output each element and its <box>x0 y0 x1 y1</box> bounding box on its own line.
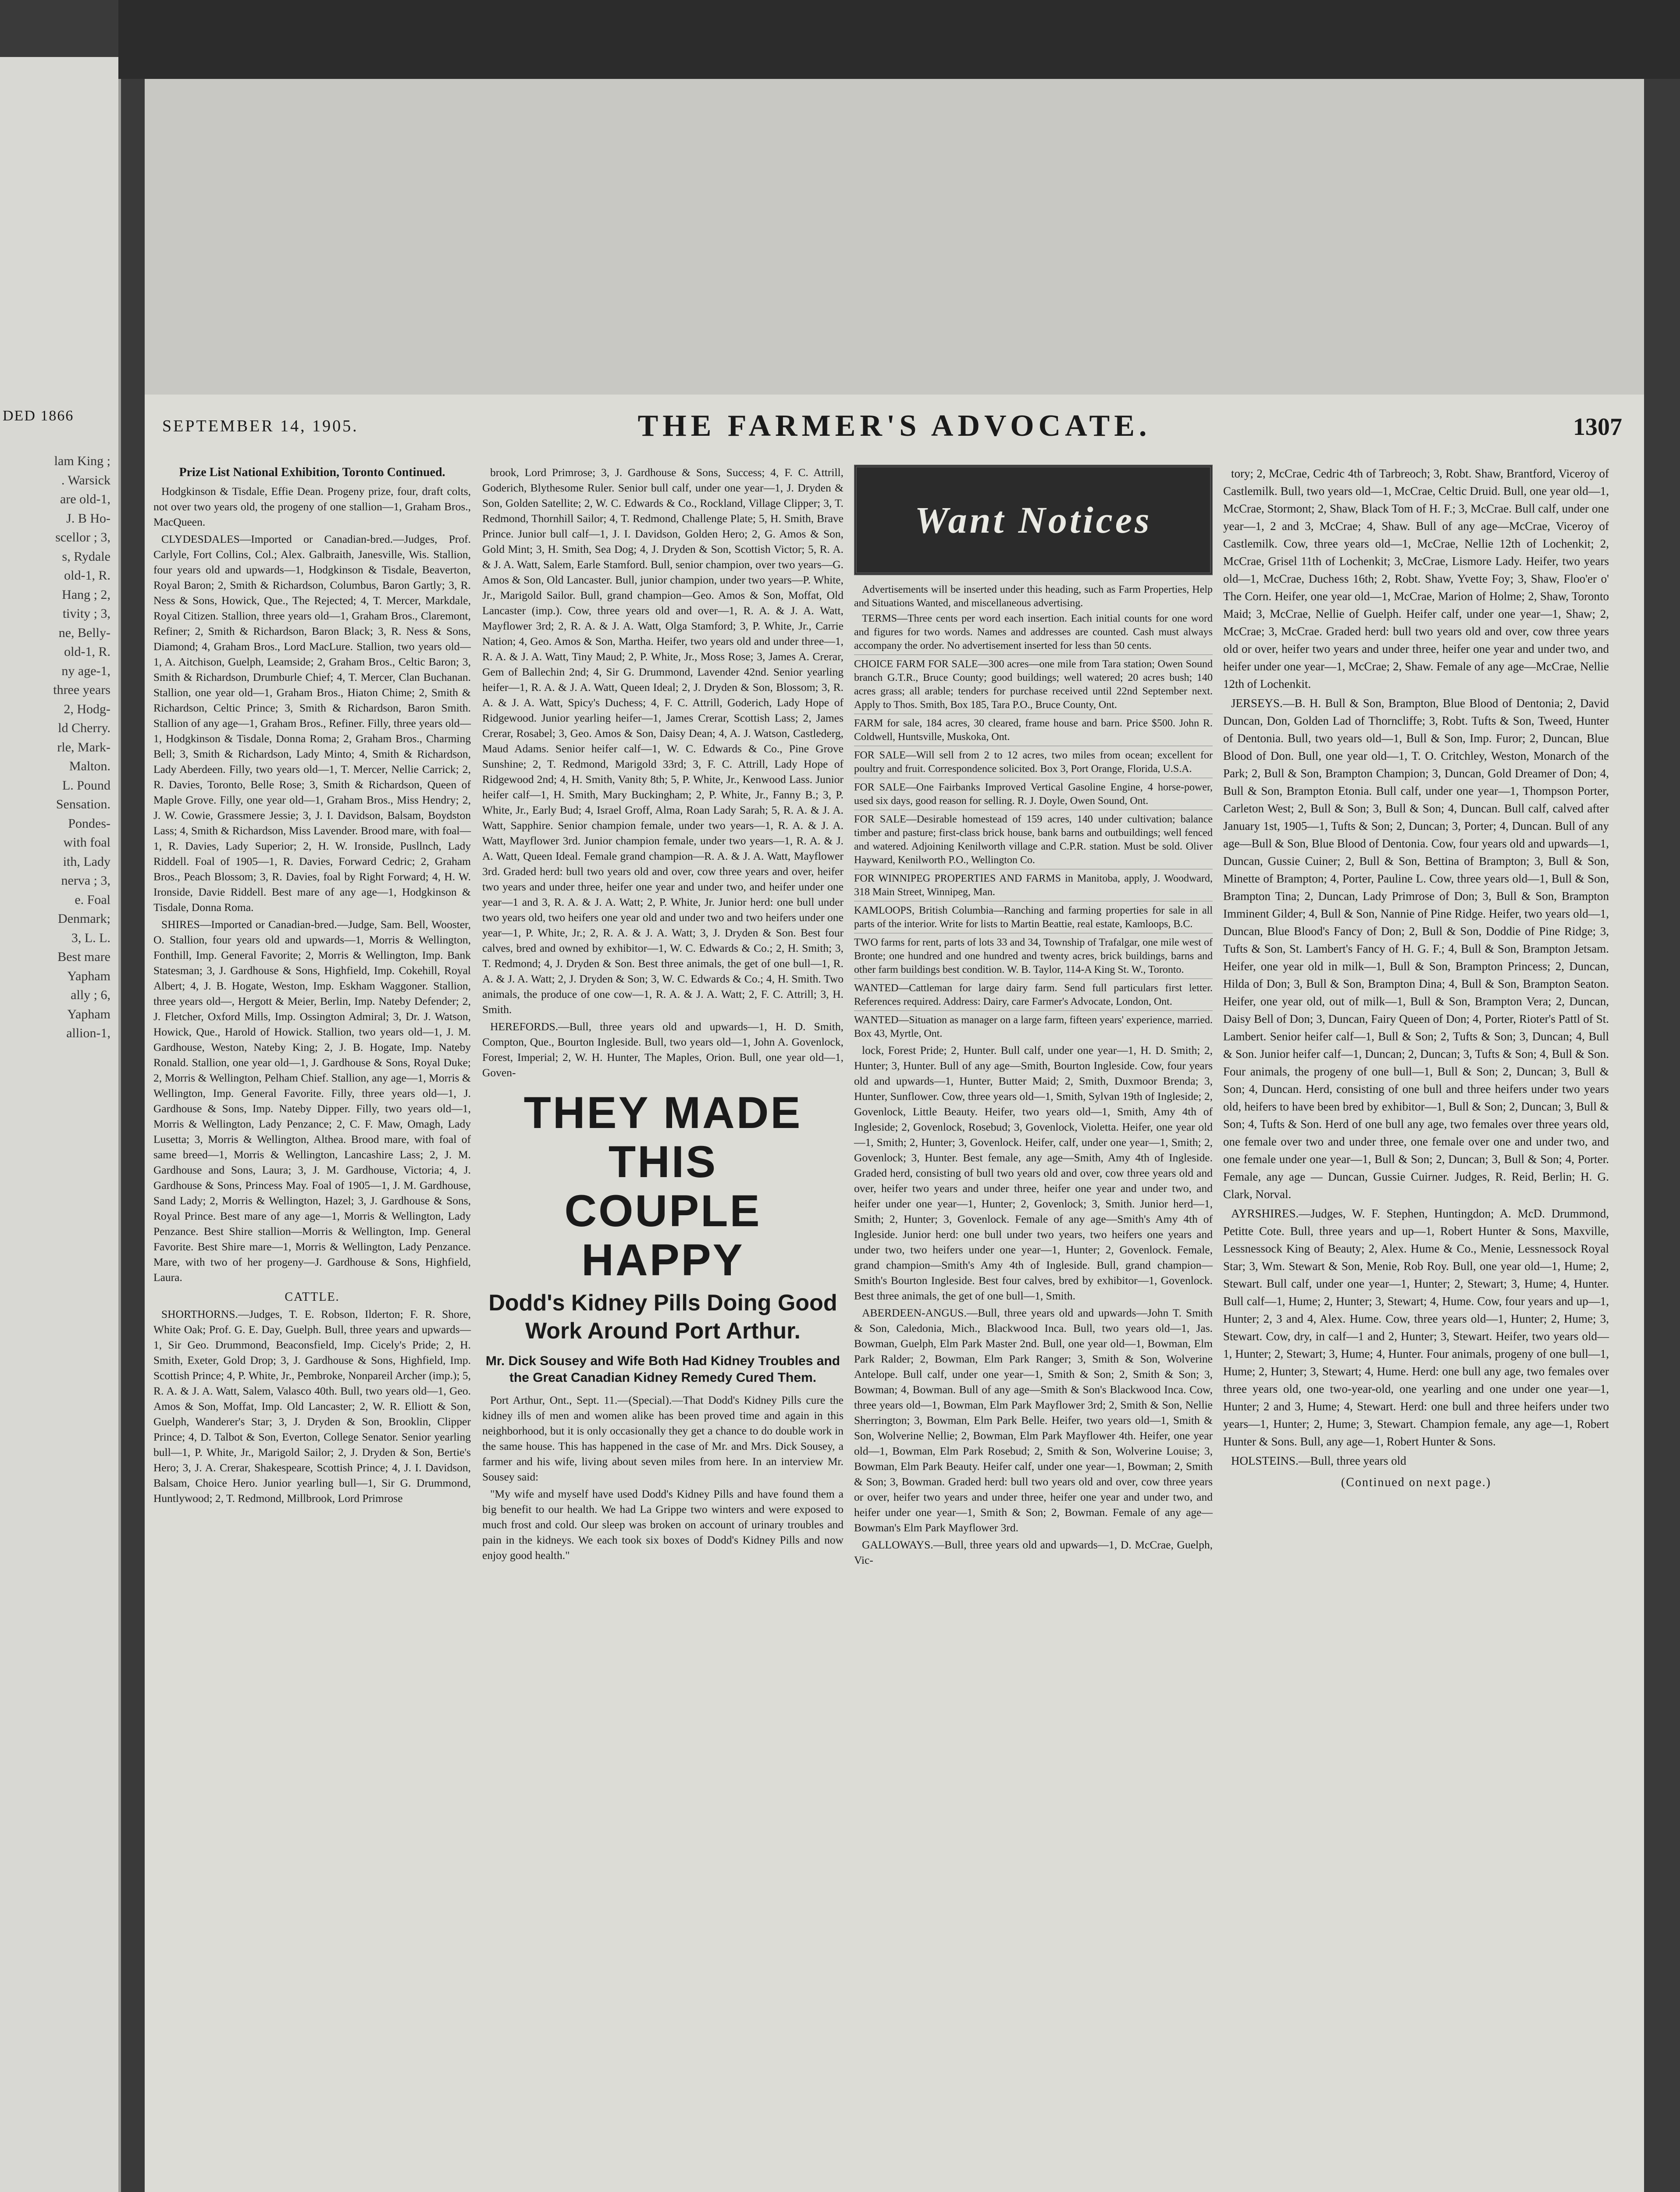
notice-terms: TERMS—Three cents per word each insertion. Each initial counts for one word and figures for two words. Names and addresses are counted. Cash must always accompany the order. No advertisement inserted for less than 50 cents. <box>854 613 1213 651</box>
paragraph: JERSEYS.—B. H. Bull & Son, Brampton, Blue Blood of Dentonia; 2, David Duncan, Don, Golden Lad of Thorncliffe; 3, Robt. Tufts & Son, Tweed, Hunter of Dentonia. Bull, two years old—1, Bull & Son, Imp. Furor; 2, Duncan, Blue Blood of Don. Bull, one year old—1, T. O. Critchley, Weston, Monarch of the Park; 2, Bull & Son, Brampton Champion; 3, Duncan, Gold Dreamer of Don; 4, Bull & Son, Brampton Etonia. Bull calf, under one year—1, Thompson Porter, Carleton West; 2, Bull & Son; 3, Bull & Son; 4, Duncan. Bull calf, calved after January 1st, 1905—1, Tufts & Son; 2, Duncan; 3, Porter; 4, Duncan. Bull of any age—Bull & Son, Blue Blood of Dentonia. Cow, four years old and upwards—1, Duncan, Gussie Cuiner; 2, Bull & Son, Bettina of Brampton; 3, Bull & Son, Minette of Brampton; 4, Porter, Pauline L. Cow, three years old—1, Bull & Son, Brampton Tina; 2, Duncan, Lady Primrose of Don; 3, Bull & Son, Brampton Imminent Gilder; 4, Bull & Son, Nannie of Pine Ridge. Heifer, two years old—1, Duncan, Blue Blood's Fancy of Don; 2, Bull & Son, Doddie of Pine Ridge; 3, Tufts & Son, St. Lambert's Fancy of H. G. F.; 4, Bull & Son, Brampton Jetsam. Heifer, one year old in milk—1, Bull & Son, Brampton Princess; 2, Duncan, Hilda of Don; 3, Bull & Son, Brampton Dina; 4, Bull & Son, Brampton Seaton. Heifer, one year old, out of milk—1, Bull & Son, Brampton Vera; 2, Duncan, Daisy Bell of Don; 3, Duncan, Fairy Queen of Don; 4, Porter, Rioter's Pattl of St. Lambert. Senior heifer calf—1, Bull & Son; 2, Tufts & Son; 3, Duncan; 4, Bull & Son. Junior heifer calf—1, Duncan; 2, Duncan; 3, Tufts & Son; 4, Bull & Son. Four animals, the progeny of one bull—1, Bull & Son; 2, Duncan; 3, Bull & Son; 4, Duncan. Herd, consisting of one bull and three heifers under two years old, heifers to have been bred by exhibitor—1, Bull & Son; 2, Duncan; 3, Bull & Son; 4, Tufts & Son. Herd of one bull any age, two females over three years old, one female over two and under three, one female over one and under two, and one female under one year—1, Bull & Son; 2, Duncan; 3, Bull & Son; 4, Porter. Female, any age — Duncan, Gussie Cuirner. Judges, R. Reid, Berlin; H. G. Clark, Norval. <box>1223 697 1609 1201</box>
classified-ad: FARM for sale, 184 acres, 30 cleared, frame house and barn. Price $500. John R. Coldwell, Huntsville, Muskoka, Ont. <box>854 714 1213 744</box>
masthead-title: THE FARMER'S ADVOCATE. <box>637 409 1151 443</box>
classified-ad: CHOICE FARM FOR SALE—300 acres—one mile from Tara station; Owen Sound branch G.T.R., Bruce County; good buildings; well watered; 20 acres bush; 140 acres grass; all arable; tenders for purchase received until 22nd September next. Apply to Thos. Smith, Box 185, Tara P.O., Bruce County, Ont. <box>854 655 1213 712</box>
dodds-kidney-pills-ad <box>482 1088 844 1386</box>
scan-blank-area <box>145 79 1644 395</box>
adjacent-page-text: lam King ; . Warsick are old-1, J. B Ho- scellor ; 3, s, Rydale old-1, R. Hang ; 2, tivity ; 3, ne, Belly- old-1, R. ny age-1, three years 2, Hodg- ld Cherry. rle, Mark- Malton. L. Pound Sensation. Pondes- with foal ith, Lady nerva ; 3, e. Foal Denmark; 3, L. L. Best mare Yapham ally ; 6, Yapham allion-1, <box>53 454 110 1040</box>
classified-ad: FOR SALE—Will sell from 2 to 12 acres, two miles from ocean; excellent for poultry and fruit. Correspondence solicited. Box 3, Port Orange, Florida, U.S.A. <box>854 746 1213 776</box>
ad-headline-1: THEY MADE THIS <box>523 1088 802 1187</box>
newspaper-page <box>145 79 1644 2192</box>
column-2 <box>482 465 844 1565</box>
paragraph: Hodgkinson & Tisdale, Effie Dean. Progeny prize, four, draft colts, not over two years old, the progeny of one stallion—1, Graham Bros., MacQueen. <box>153 485 471 528</box>
cattle-heading: CATTLE. <box>285 1290 340 1304</box>
section-heading: Prize List National Exhibition, Toronto Continued. <box>179 466 445 479</box>
paragraph: CLYDESDALES—Imported or Canadian-bred.—Judges, Prof. Carlyle, Fort Collins, Col.; Alex. Galbraith, Janesville, Wis. Stallion, four years old and upwards—1, Hodgkinson & Tisdale, Beaverton, Royal Baron; 2, Smith & Richardson, Columbus, Baron Gartly; 3, R. Ness & Sons, Howick, Que., The Rejected; 4, T. Mercer, Markdale, Royal Citizen. Stallion, three years old—1, Graham Bros., Claremont, Refiner; 2, Smith & Richardson, Baron Black; 3, R. Ness & Sons, Diamond; 4, Graham Bros., Lord MacLure. Stallion, two years old—1, A. Aitchison, Guelph, Leamside; 2, Graham Bros., Celtic Baron; 3, Smith & Richardson, Drumburle Chief; 4, T. Mercer, Clan Buchanan. Stallion, one year old—1, Graham Bros., Hiaton Chime; 2, Smith & Richardson, Celtic Prince; 3, Smith & Richardson, Baron Smith. Stallion of any age—1, Graham Bros., Refiner. Filly, three years old—1, Hodgkinson & Tisdale, Donna Roma; 2, Graham Bros., Charming Bell; 3, Smith & Richardson, Lady Minto; 4, Smith & Richardson, Lady Aberdeen. Filly, two years old—1, T. Mercer, Nellie Carrick; 2, R. Davies, Toronto, Belle Rose; 3, Smith & Richardson, Queen of Maple Grove. Filly, one year old—1, Graham Bros., Miss Hendry; 2, J. W. Cowie, Grassmere Jessie; 3, J. I. Davidson, Balsam, Boydston Lass; 4, Smith & Richardson, Miss Lavender. Brood mare, with foal—1, R. Davies, Lady Superior; 2, H. W. Ironside, Pusllnch, Lady Riddell. Foal of 1905—1, R. Davies, Forward Cedric; 2, Graham Bros., Peach Blossom; 3, R. Davies, foal by Right Forward; 4, H. W. Ironside, Davie Riddell. Best mare of any age—1, Hodgkinson & Tisdale, Donna Roma. <box>153 533 471 914</box>
classified-ad: FOR SALE—One Fairbanks Improved Vertical Gasoline Engine, 4 horse-power, used six days, good reason for selling. R. J. Doyle, Owen Sound, Ont. <box>854 778 1213 808</box>
ad-paragraph: Port Arthur, Ont., Sept. 11.—(Special).—That Dodd's Kidney Pills cure the kidney ills of men and women alike has been proved time and again in this neighborhood, but it is only occasionally they get a chance to do double work in the same house. This has happened in the case of Mr. and Mrs. Dick Sousey, a farmer and his wife, living about seven miles from here. In an interview Mr. Sousey said: <box>482 1394 844 1483</box>
column-3 <box>854 465 1213 1569</box>
scan-border-top <box>118 0 1680 79</box>
ad-subhead: Dodd's Kidney Pills Doing Good Work Around Port Arthur. <box>488 1290 837 1344</box>
paragraph: tory; 2, McCrae, Cedric 4th of Tarbreoch; 3, Robt. Shaw, Brantford, Viceroy of Castlemilk. Bull, two years old—1, McCrae, Celtic Druid. Bull, one year old—1, McCrae, Stormont; 2, Shaw, Black Tom of H. F.; 3, McCrae. Bull calf, under one year—1, 2 and 3, McCrae; 4, Shaw. Bull of any age—McCrae, Viceroy of Castlemilk. Cow, three years old—1, McCrae, Nellie 12th of Lochenkit; 2, McCrae, Grisel 11th of Lochenkit; 3, McCrae, Lismore Lady. Heifer, two years old—1, McCrae, Duchess 16th; 2, Robt. Shaw, Yvette Foy; 3, Shaw, Floo'er o' The Corn. Heifer, one year old—1, McCrae, Marion of Holme; 2, Shaw, Toronto Maid; 3, McCrae, Nellie of Guelph. Heifer calf, under one year—1, Shaw; 2, McCrae; 3, McCrae. Graded herd: bull two years old and over, cow three years old or over, heifer two years and under three, heifer one year and under two, and heifer under one year—1, McCrae; 2, Shaw. Female of any age—McCrae, Nellie 12th of Lochenkit. <box>1223 467 1609 690</box>
classified-ad: WANTED—Cattleman for large dairy farm. Send full particulars first letter. References required. Address: Dairy, care Farmer's Advocate, London, Ont. <box>854 979 1213 1009</box>
column-1 <box>153 465 471 1508</box>
paragraph: SHORTHORNS.—Judges, T. E. Robson, Ilderton; F. R. Shore, White Oak; Prof. G. E. Day, Guelph. Bull, three years and upwards—1, Sir Geo. Drummond, Beaconsfield, Imp. Cicely's Pride; 2, H. Smith, Exeter, Gold Drop; 3, J. Gardhouse & Sons, Highfield, Imp. Scottish Prince; 4, P. White, Jr., Pembroke, Nonpareil Archer (imp.); 5, R. A. & J. A. Watt, Salem, Valasco 40th. Bull, two years old—1, Geo. Amos & Son, Moffat, Imp. Old Lancaster; 2, W. R. Elliott & Son, Guelph, Wanderer's Star; 3, J. Dryden & Son, Brooklin, Clipper Prince; 4, D. Talbot & Son, Everton, College Senator. Senior yearling bull—1, P. White, Jr., Marigold Sailor; 2, J. Dryden & Son, Bertie's Hero; 3, J. A. Crerar, Shakespeare, Scottish Prince; 4, J. I. Davidson, Balsam, Choice Hero. Junior yearling bull—1, Sir G. Drummond, Huntlywood; 2, T. Redmond, Millbrook, Lord Primrose <box>153 1308 471 1505</box>
adjacent-page <box>0 57 121 2192</box>
issue-date: SEPTEMBER 14, 1905. <box>162 417 359 435</box>
notice-intro: Advertisements will be inserted under this heading, such as Farm Properties, Help and Situations Wanted, and miscellaneous advertising. <box>854 584 1213 609</box>
paragraph: HOLSTEINS.—Bull, three years old <box>1231 1454 1406 1467</box>
paragraph: ABERDEEN-ANGUS.—Bull, three years old and upwards—John T. Smith & Son, Caledonia, Mich., Blackwood Inca. Bull, two years old—1, Jas. Bowman, Guelph, Elm Park Master 2nd. Bull, one year old—1, Bowman, Elm Park Ralder; 2, Bowman, Elm Park Ranger; 3, Smith & Son, Wolverine Antelope. Bull calf, under one year—1, Smith & Son; 2, Smith & Son; 3, Bowman; 4, Bowman. Bull of any age—Smith & Son's Blackwood Inca. Cow, three years old—1, Bowman, Elm Park Mayflower 3rd; 2, Smith & Son, Nellie Sherrington; 3, Bowman, Elm Park Belle. Heifer, two years old—1, Smith & Son, Wolverine Nellie; 2, Bowman, Elm Park Mayflower 4th. Heifer, one year old—1, Bowman, Elm Park Rosebud; 2, Smith & Son, Wolverine Louise; 3, Bowman, Elm Park Beauty. Heifer calf, under one year—1, Bowman; 2, Smith & Son; 3, Bowman. Graded herd: bull two years old and over, cow three years or over, heifer two years and under three, heifer one year and under two, and heifer under one year—1, Smith & Son; 2, Bowman. Female of any age—Bowman's Elm Park Mayflower 3rd. <box>854 1306 1213 1534</box>
ad-paragraph: "My wife and myself have used Dodd's Kidney Pills and have found them a big benefit to our health. We had La Grippe two winters and were exposed to much frost and cold. Our sleep was broken on account of urinary troubles and pain in the kidneys. We each took six boxes of Dodd's Kidney Pills and now enjoy good health." <box>482 1487 844 1562</box>
adjacent-page-header: DED 1866 <box>3 408 74 424</box>
classified-ad: FOR SALE—Desirable homestead of 159 acres, 140 under cultivation; balance timber and pasture; first-class brick house, bank barns and outbuildings; well fenced and watered. Adjoining Kenilworth village and C.P.R. station. Must be sold. Oliver Hayward, Kenilworth P.O., Wellington Co. <box>854 810 1213 867</box>
ad-deck: Mr. Dick Sousey and Wife Both Had Kidney Troubles and the Great Canadian Kidney Remedy Cured Them. <box>485 1354 840 1385</box>
paragraph: GALLOWAYS.—Bull, three years old and upwards—1, D. McCrae, Guelph, Vic- <box>854 1538 1213 1566</box>
continued-note: (Continued on next page.) <box>1341 1476 1491 1489</box>
paragraph: lock, Forest Pride; 2, Hunter. Bull calf, under one year—1, H. D. Smith; 2, Hunter; 3, Hunter. Bull of any age—Smith, Bourton Ingleside. Cow, four years old and upwards—1, Hunter, Butter Maid; 2, Smith, Duxmoor Brenda; 3, Hunter, Sunflower. Cow, three years old—1, Smith, Sylvan 19th of Ingleside; 2, Govenlock, Little Beauty. Heifer, two years old—1, Smith, Amy 4th of Ingleside; 2, Govenlock, Rosebud; 3, Govenlock, Violetta. Heifer, one year old—1, Smith; 2, Hunter; 3, Govenlock. Heifer, calf, under one year—1, Smith; 2, Govenlock; 3, Hunter. Best female, any age—Smith, Amy 4th of Ingleside. Graded herd, consisting of bull two years old and over, cow three years old and over, heifer two years and under three, heifer one year and under two, and heifer under one year—1, Hunter; 2, Govenlock; 3, Smith. Junior herd—1, Smith; 2, Hunter; 3, Govenlock. Female of any age—Smith's Amy 4th of Ingleside. Junior herd: one bull under two years, two heifers one years and under two, two heifers under one year—1, Hunter; 2, Govenlock. Female, grand champion—Smith's Amy 4th of Ingleside. Bull, grand champion—Smith's Bourton Ingleside. Best four calves, bred by exhibitor—1, Govenlock. Best three animals, the get of one bull—1, Smith. <box>854 1044 1213 1302</box>
page-number: 1307 <box>1573 413 1622 441</box>
want-notices-banner: Want Notices <box>854 465 1213 575</box>
classified-ad: FOR WINNIPEG PROPERTIES AND FARMS in Manitoba, apply, J. Woodward, 318 Main Street, Winnipeg, Man. <box>854 869 1213 899</box>
paragraph: AYRSHIRES.—Judges, W. F. Stephen, Huntingdon; A. McD. Drummond, Petitte Cote. Bull, three years and up—1, Robert Hunter & Sons, Maxville, Lessnessock King of Beauty; 2, Alex. Hume & Co., Menie, Lessnessock Royal Star; 3, Wm. Stewart & Son, Menie, Rob Roy. Bull, one year old—1, Hume; 2, Stewart. Bull calf, under one year—1, Hunter; 2, Stewart; 3, Hume; 4, Hunter. Bull calf—1, Hume; 2, Hunter; 3, Stewart; 4, Hume. Cow, four years and up—1, Hunter; 2, 3 and 4, Alex. Hume. Cow, three years old—1, Hunter; 2, Hume; 3, Stewart. Cow, dry, in calf—1 and 2, Hunter; 3, Stewart. Heifer, two years old—1, Hunter; 2, Stewart; 3, Hume; 4, Hunter. Four animals, progeny of one bull—1, Hume; 2, Hunter; 3, Stewart; 4, Hume. Herd: one bull any age, two females over three years old, one two-year-old, one yearling and one under one year—1, Hunter; 2 and 3, Hume; 4, Stewart. Herd: one bull and three heifers under two years—1, Hunter; 2, Hume; 3, Stewart. Champion female, any age—1, Robert Hunter & Sons. Bull, any age—1, Robert Hunter & Sons. <box>1223 1207 1609 1448</box>
classified-ad: KAMLOOPS, British Columbia—Ranching and farming properties for sale in all parts of the interior. Write for lists to Martin Beattie, real estate, Kamloops, B.C. <box>854 901 1213 931</box>
paragraph: HEREFORDS.—Bull, three years old and upwards—1, H. D. Smith, Compton, Que., Bourton Ingleside. Bull, two years old—1, John A. Govenlock, Forest, Imperial; 2, W. H. Hunter, The Maples, Orion. Bull, one year old—1, Goven- <box>482 1020 844 1079</box>
classified-ad: WANTED—Situation as manager on a large farm, fifteen years' experience, married. Box 43, Myrtle, Ont. <box>854 1011 1213 1041</box>
classified-ad: TWO farms for rent, parts of lots 33 and 34, Township of Trafalgar, one mile west of Bronte; one hundred and one hundred and twenty acres, brick buildings, barns and other farm buildings best condition. W. B. Taylor, 114-A King St. W., Toronto. <box>854 933 1213 977</box>
ad-headline-2: COUPLE HAPPY <box>564 1186 762 1285</box>
column-4 <box>1223 465 1609 1493</box>
paragraph: SHIRES—Imported or Canadian-bred.—Judge, Sam. Bell, Wooster, O. Stallion, four years old and upwards—1, Morris & Wellington, Fonthill, Imp. General Favorite; 2, Morris & Wellington, Imp. Bank Statesman; 3, J. Gardhouse & Sons, Highfield, Imp. Cokehill, Royal Albert; 4, J. B. Hogate, Weston, Imp. Eskham Waggoner. Stallion, three years old—, Hergott & Meier, Berlin, Imp. Nateby Defender; 2, J. Fletcher, Oxford Mills, Imp. Ossington Admiral; 3, Dr. J. Watson, Howick, Que., Harold of Howick. Stallion, two years old—1, J. M. Gardhouse, Weston, Nateby King; 2, J. B. Hogate, Imp. Nateby Ronald. Stallion, one year old—1, J. Gardhouse & Sons, Royal Duke; 2, Morris & Wellington, Pelham Chief. Stallion, any age—1, Morris & Wellington, Imp. General Favorite. Filly, three years old—1, J. Gardhouse & Sons, Imp. Nateby Dipper. Filly, two years old—1, Morris & Wellington, Lady Penzance; 2, C. F. Maw, Omagh, Lady Lusetta; 3, Morris & Wellington, Althea. Brood mare, with foal of same breed—1, Morris & Wellington, Lancashire Lass; 2, J. M. Gardhouse and Sons, Laura; 3, J. M. Gardhouse, Victoria; 4, J. Gardhouse & Sons, Princess May. Foal of 1905—1, J. M. Gardhouse, Sand Lady; 2, Morris & Wellington, Hazel; 3, J. Gardhouse & Sons, Royal Prince. Best mare of any age—1, Morris & Wellington, Lady Penzance. Best Shire stallion—Morris & Wellington, Imp. General Favorite. Best Shire mare—1, Morris & Wellington, Lady Penzance. Mare, with two of her progeny—J. Gardhouse & Sons, Highfield, Laura. <box>153 918 471 1284</box>
page-header <box>153 409 1635 456</box>
paragraph: brook, Lord Primrose; 3, J. Gardhouse & Sons, Success; 4, F. C. Attrill, Goderich, Blythesome Ruler. Senior bull calf, under one year—1, J. Dryden & Son, Golden Satellite; 2, W. C. Edwards & Co., Rockland, Village Clipper; 3, T. Redmond, Thornhill Sailor; 4, T. Redmond, Challenge Plate; 5, H. Smith, Brave Prince. Junior bull calf—1, J. I. Davidson, Golden Hero; 2, G. Amos & Son, Gold Mint; 3, H. Smith, Sea Dog; 4, J. Dryden & Son, Scottish Victor; 5, R. A. & J. A. Watt, Salem, Earle Stamford. Bull, senior champion, over two years—G. Amos & Son, Old Lancaster. Bull, junior champion, under two years—P. White, Jr., Marigold Sailor. Bull, grand champion—Geo. Amos & Son, Moffat, Old Lancaster (imp.). Cow, three years old and over—1, R. A. & J. A. Watt, Mayflower 3rd; 2, R. A. & J. A. Watt, Olga Stamford; 3, P. White, Jr., Carrie Nation; 4, Geo. Amos & Son, Martha. Heifer, two years old and under three—1, R. A. & J. A. Watt, Tiny Maud; 2, P. White, Jr., Moss Rose; 3, James A. Crerar, Gem of Ballechin 2nd; 4, Sir G. Drummond, Lavender 42nd. Senior yearling heifer—1, R. A. & J. A. Watt, Queen Ideal; 2, J. Dryden & Son, Blossom; 3, R. A. & J. A. Watt, Spicy's Duchess; 4, F. C. Attrill, Goderich, Lady Hope of Ridgewood. Junior yearling heifer—1, James Crerar, Scottish Lass; 2, James Crerar, Rosabel; 3, Geo. Amos & Son, Daisy Dean; 4, A. J. Watson, Castlederg, Maud Adams. Senior heifer calf—1, W. C. Edwards & Co., Pine Grove Sunshine; 2, T. Redmond, Marigold 33rd; 3, F. C. Attrill, Lady Hope of Ridgewood 2nd; 4, H. Smith, Vanity 8th; 5, P. White, Jr., Kenwood Lass. Junior heifer calf—1, H. Smith, Mary Buckingham; 2, P. White, Jr., Fanny B.; 3, P. White, Jr., Early Bud; 4, Israel Groff, Alma, Roan Lady Sarah; 5, R. A. & J. A. Watt, Sapphire. Senior champion female, under two years—1, R. A. & J. A. Watt, Mayflower 3rd. Junior champion female, under two years—1, R. A. & J. A. Watt, Queen Ideal. Female grand champion—R. A. & J. A. Watt, Mayflower 3rd. Graded herd: bull two years old and over, cow three years and over, heifer two years and under three, heifer one year and under two, and heifer under one year—1 and 3, R. A. & J. A. Watt; 2, P. White, Jr. Junior herd: one bull under two years old, two heifers one year old and under two and two heifers under one year—1, P. White, Jr.; 2, R. A. & J. A. Watt; 3, J. Dryden & Son. Best four calves, bred and owned by exhibitor—1, W. C. Edwards & Co.; 2, H. Smith; 3, T. Redmond; 4, J. Dryden & Son. Best three animals, the get of one bull—1, R. A. & J. A. Watt; 2, J. Dryden & Son; 3, W. C. Edwards & Co.; 4, H. Smith. Two animals, the produce of one cow—1, R. A. & J. A. Watt; 2, F. C. Attrill; 3, H. Smith. <box>482 466 844 1016</box>
